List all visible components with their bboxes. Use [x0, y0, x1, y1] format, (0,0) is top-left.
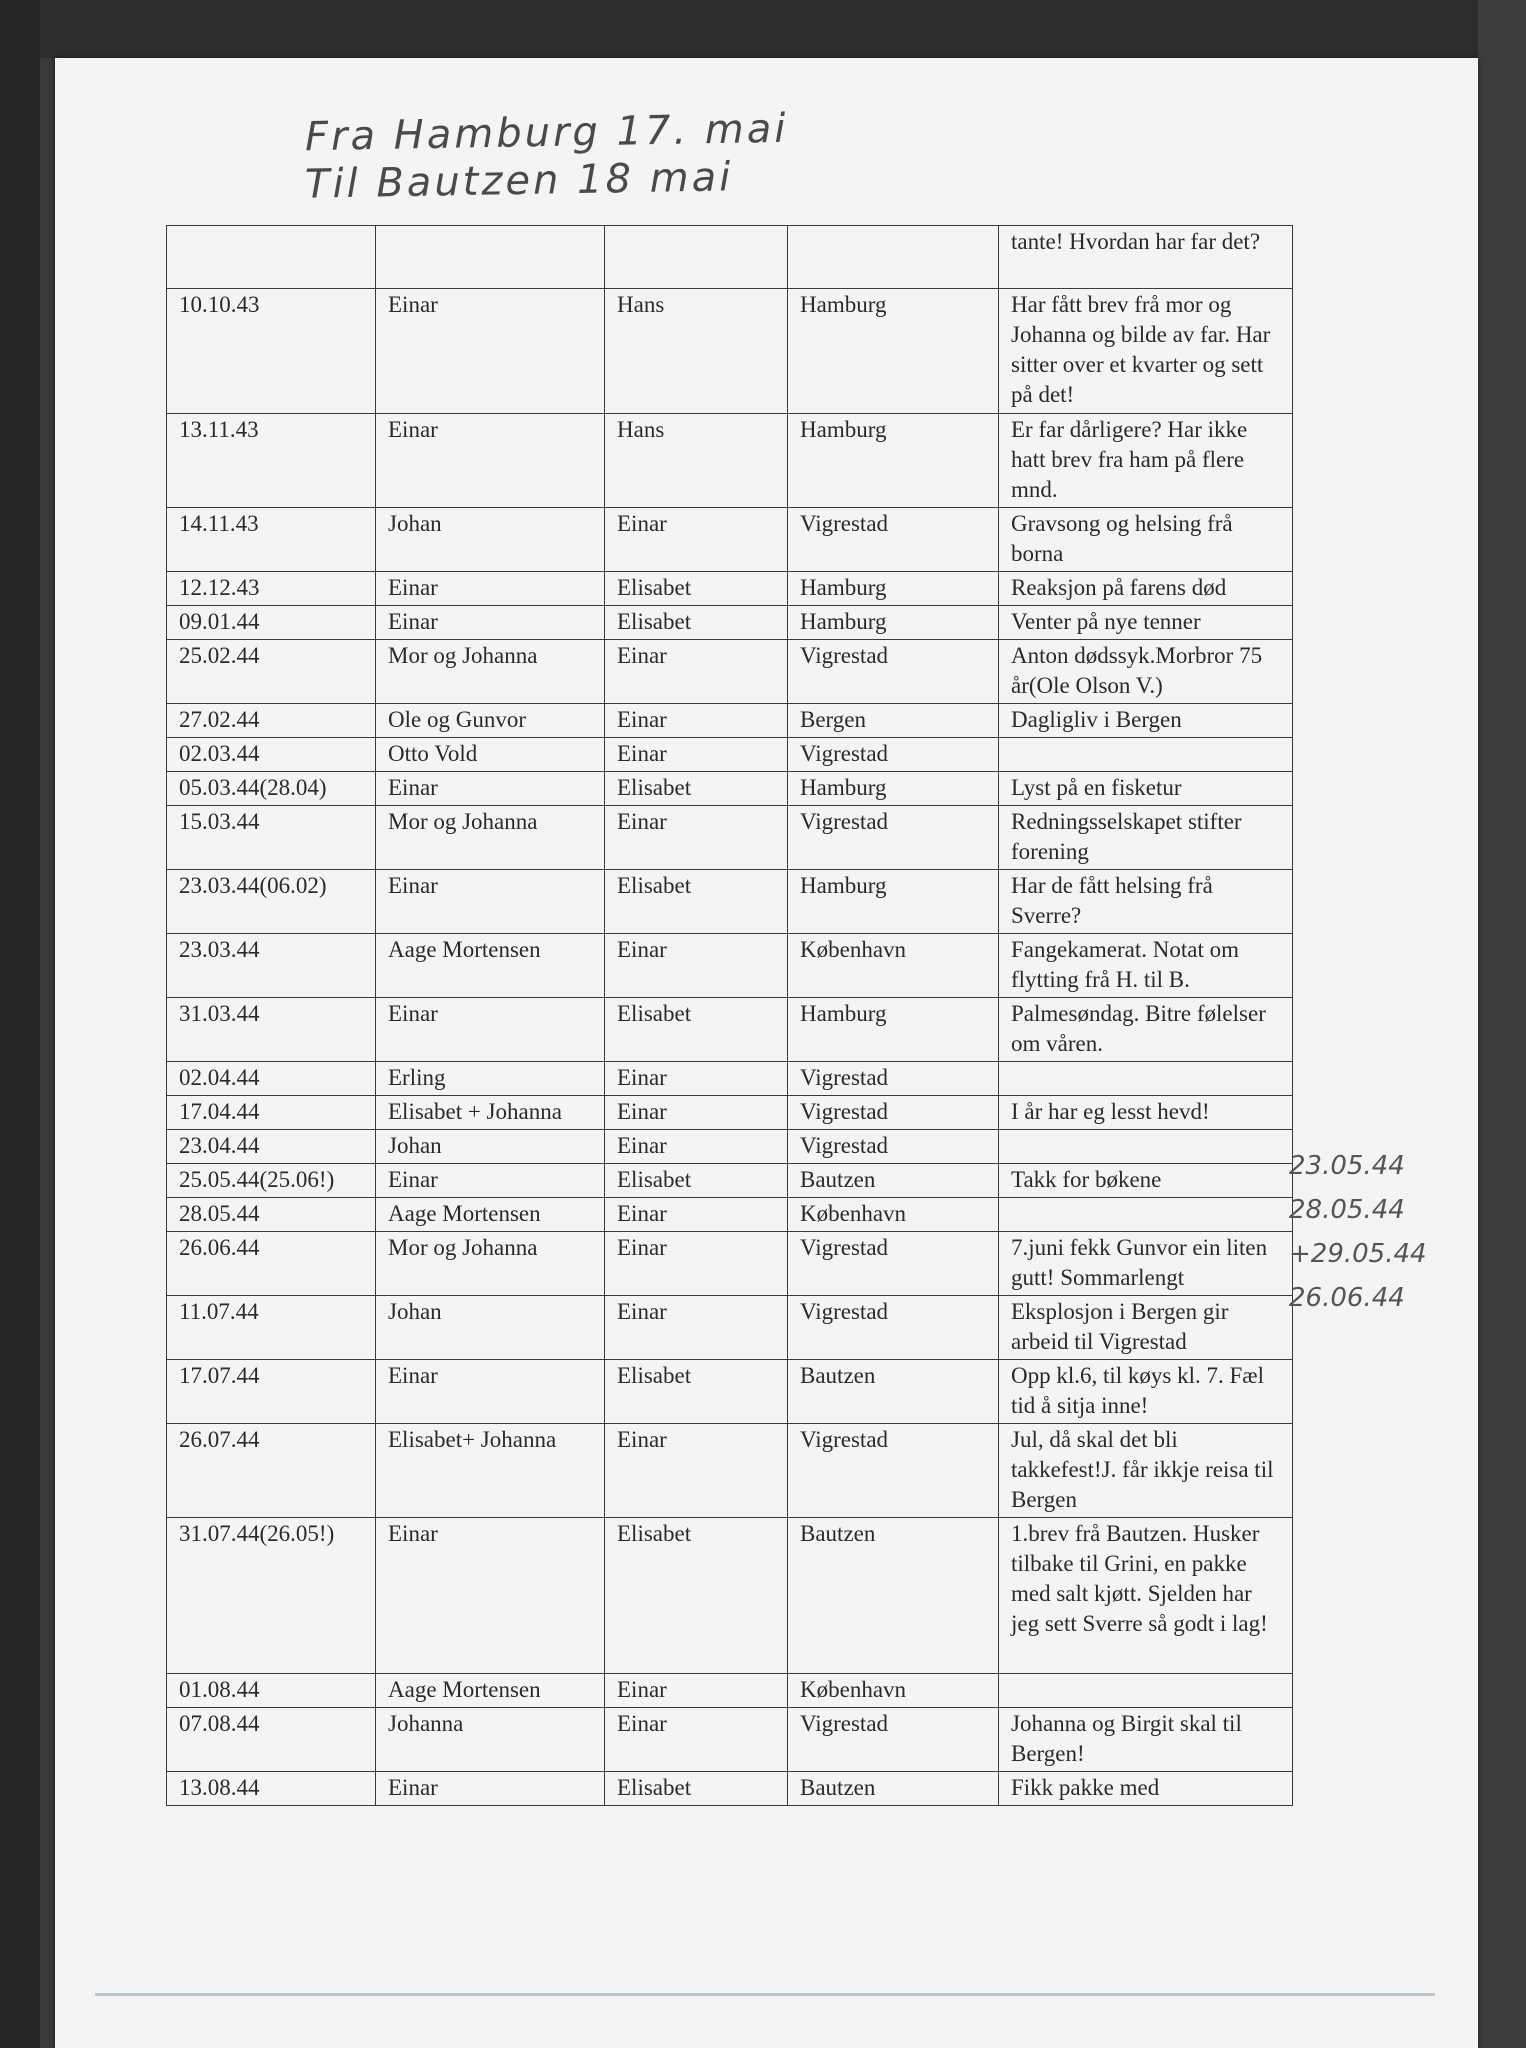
- recipient-cell: Einar: [605, 1424, 788, 1518]
- content-cell: [999, 1130, 1293, 1164]
- place-cell: Bautzen: [788, 1164, 999, 1198]
- place-cell: Vigrestad: [788, 738, 999, 772]
- recipient-cell: Elisabet: [605, 998, 788, 1062]
- sender-cell: Einar: [376, 572, 605, 606]
- place-cell: Bergen: [788, 704, 999, 738]
- date-cell: 28.05.44: [167, 1198, 376, 1232]
- recipient-cell: Elisabet: [605, 1518, 788, 1674]
- place-cell: Hamburg: [788, 870, 999, 934]
- date-cell: 05.03.44(28.04): [167, 772, 376, 806]
- scan-right-border: [1478, 0, 1526, 2048]
- recipient-cell: Hans: [605, 289, 788, 414]
- letters-table-body: [167, 226, 1293, 1806]
- place-cell: Hamburg: [788, 772, 999, 806]
- table-row: [167, 1164, 1293, 1198]
- place-cell: Hamburg: [788, 572, 999, 606]
- recipient-cell: Elisabet: [605, 870, 788, 934]
- date-cell: 31.07.44(26.05!): [167, 1518, 376, 1674]
- sender-cell: Johan: [376, 1296, 605, 1360]
- content-cell: Takk for bøkene: [999, 1164, 1293, 1198]
- date-cell: 10.10.43: [167, 289, 376, 414]
- sender-cell: Johan: [376, 508, 605, 572]
- recipient-cell: Elisabet: [605, 572, 788, 606]
- sender-cell: Mor og Johanna: [376, 640, 605, 704]
- sender-cell: [376, 226, 605, 289]
- date-cell: 09.01.44: [167, 606, 376, 640]
- table-row: [167, 572, 1293, 606]
- date-cell: [167, 226, 376, 289]
- place-cell: Hamburg: [788, 414, 999, 508]
- content-cell: Redningsselskapet stifter forening: [999, 806, 1293, 870]
- right-margin-date: 28.05.44: [1289, 1195, 1405, 1225]
- date-cell: 17.04.44: [167, 1096, 376, 1130]
- table-row: [167, 870, 1293, 934]
- table-row: [167, 414, 1293, 508]
- recipient-cell: Einar: [605, 934, 788, 998]
- table-row: [167, 1296, 1293, 1360]
- table-row: [167, 1232, 1293, 1296]
- handwritten-header-line1: Fra Hamburg 17. mai: [304, 105, 789, 161]
- recipient-cell: Einar: [605, 508, 788, 572]
- content-cell: tante! Hvordan har far det?: [999, 226, 1293, 289]
- date-cell: 15.03.44: [167, 806, 376, 870]
- letters-table: [166, 225, 1293, 1806]
- scan-top-border: [0, 0, 1526, 58]
- place-cell: Bautzen: [788, 1772, 999, 1806]
- content-cell: Johanna og Birgit skal til Bergen!: [999, 1708, 1293, 1772]
- sender-cell: Einar: [376, 870, 605, 934]
- table-row: [167, 738, 1293, 772]
- sender-cell: Aage Mortensen: [376, 1198, 605, 1232]
- recipient-cell: Einar: [605, 1708, 788, 1772]
- recipient-cell: Einar: [605, 1096, 788, 1130]
- place-cell: Bautzen: [788, 1518, 999, 1674]
- date-cell: 23.03.44(06.02): [167, 870, 376, 934]
- content-cell: Eksplosjon i Bergen gir arbeid til Vigrestad: [999, 1296, 1293, 1360]
- place-cell: Vigrestad: [788, 1130, 999, 1164]
- sender-cell: Johanna: [376, 1708, 605, 1772]
- sender-cell: Einar: [376, 1518, 605, 1674]
- place-cell: Vigrestad: [788, 806, 999, 870]
- sender-cell: Einar: [376, 414, 605, 508]
- sender-cell: Otto Vold: [376, 738, 605, 772]
- right-margin-date: 26.06.44: [1289, 1283, 1405, 1313]
- content-cell: Har de fått helsing frå Sverre?: [999, 870, 1293, 934]
- recipient-cell: Elisabet: [605, 606, 788, 640]
- place-cell: Hamburg: [788, 998, 999, 1062]
- sender-cell: Erling: [376, 1062, 605, 1096]
- table-row: [167, 704, 1293, 738]
- sender-cell: Aage Mortensen: [376, 934, 605, 998]
- sender-cell: Mor og Johanna: [376, 1232, 605, 1296]
- content-cell: Fikk pakke med: [999, 1772, 1293, 1806]
- recipient-cell: Elisabet: [605, 1772, 788, 1806]
- recipient-cell: Elisabet: [605, 772, 788, 806]
- date-cell: 27.02.44: [167, 704, 376, 738]
- recipient-cell: Einar: [605, 806, 788, 870]
- sender-cell: Einar: [376, 772, 605, 806]
- recipient-cell: Einar: [605, 640, 788, 704]
- content-cell: Gravsong og helsing frå borna: [999, 508, 1293, 572]
- table-row: [167, 998, 1293, 1062]
- date-cell: 23.03.44: [167, 934, 376, 998]
- place-cell: Vigrestad: [788, 508, 999, 572]
- recipient-cell: Einar: [605, 1130, 788, 1164]
- date-cell: 02.03.44: [167, 738, 376, 772]
- sender-cell: Elisabet + Johanna: [376, 1096, 605, 1130]
- content-cell: [999, 1674, 1293, 1708]
- recipient-cell: Einar: [605, 1674, 788, 1708]
- date-cell: 26.07.44: [167, 1424, 376, 1518]
- content-cell: 7.juni fekk Gunvor ein liten gutt! Sommarlengt: [999, 1232, 1293, 1296]
- right-margin-date: 23.05.44: [1289, 1151, 1405, 1181]
- date-cell: 23.04.44: [167, 1130, 376, 1164]
- table-row: [167, 226, 1293, 289]
- right-margin-date: +29.05.44: [1289, 1239, 1427, 1269]
- recipient-cell: Einar: [605, 1198, 788, 1232]
- table-row: [167, 606, 1293, 640]
- place-cell: Bautzen: [788, 1360, 999, 1424]
- content-cell: Lyst på en fisketur: [999, 772, 1293, 806]
- date-cell: 31.03.44: [167, 998, 376, 1062]
- sender-cell: Einar: [376, 1360, 605, 1424]
- table-row: [167, 1198, 1293, 1232]
- content-cell: [999, 738, 1293, 772]
- recipient-cell: Einar: [605, 1062, 788, 1096]
- content-cell: Venter på nye tenner: [999, 606, 1293, 640]
- date-cell: 02.04.44: [167, 1062, 376, 1096]
- content-cell: 1.brev frå Bautzen. Husker tilbake til Grini, en pakke med salt kjøtt. Sjelden har jeg sett Sverre så godt i lag!: [999, 1518, 1293, 1674]
- sender-cell: Einar: [376, 1772, 605, 1806]
- content-cell: Jul, då skal det bli takkefest!J. får ikkje reisa til Bergen: [999, 1424, 1293, 1518]
- place-cell: [788, 226, 999, 289]
- sender-cell: Ole og Gunvor: [376, 704, 605, 738]
- table-row: [167, 772, 1293, 806]
- place-cell: Vigrestad: [788, 1708, 999, 1772]
- content-cell: I år har eg lesst hevd!: [999, 1096, 1293, 1130]
- place-cell: Hamburg: [788, 289, 999, 414]
- content-cell: Har fått brev frå mor og Johanna og bilde av far. Har sitter over et kvarter og sett på det!: [999, 289, 1293, 414]
- recipient-cell: Einar: [605, 1232, 788, 1296]
- place-cell: Vigrestad: [788, 1232, 999, 1296]
- content-cell: [999, 1062, 1293, 1096]
- date-cell: 13.11.43: [167, 414, 376, 508]
- date-cell: 26.06.44: [167, 1232, 376, 1296]
- table-row: [167, 1518, 1293, 1674]
- sender-cell: Einar: [376, 289, 605, 414]
- date-cell: 11.07.44: [167, 1296, 376, 1360]
- date-cell: 07.08.44: [167, 1708, 376, 1772]
- sender-cell: Elisabet+ Johanna: [376, 1424, 605, 1518]
- place-cell: Vigrestad: [788, 1062, 999, 1096]
- scan-left-border: [0, 0, 40, 2048]
- table-row: [167, 934, 1293, 998]
- recipient-cell: Elisabet: [605, 1360, 788, 1424]
- date-cell: 14.11.43: [167, 508, 376, 572]
- right-margin-dates: [1289, 1144, 1427, 1320]
- place-cell: Vigrestad: [788, 1296, 999, 1360]
- content-cell: Anton dødssyk.Morbror 75 år(Ole Olson V.): [999, 640, 1293, 704]
- content-cell: Dagligliv i Bergen: [999, 704, 1293, 738]
- document-page: [55, 58, 1478, 2048]
- table-row: [167, 806, 1293, 870]
- table-row: [167, 1130, 1293, 1164]
- table-row: [167, 1674, 1293, 1708]
- place-cell: Hamburg: [788, 606, 999, 640]
- content-cell: [999, 1198, 1293, 1232]
- recipient-cell: Einar: [605, 738, 788, 772]
- sender-cell: Mor og Johanna: [376, 806, 605, 870]
- recipient-cell: Einar: [605, 704, 788, 738]
- recipient-cell: Elisabet: [605, 1164, 788, 1198]
- place-cell: Vigrestad: [788, 640, 999, 704]
- sender-cell: Einar: [376, 1164, 605, 1198]
- date-cell: 25.02.44: [167, 640, 376, 704]
- content-cell: Opp kl.6, til køys kl. 7. Fæl tid å sitja inne!: [999, 1360, 1293, 1424]
- place-cell: København: [788, 934, 999, 998]
- date-cell: 25.05.44(25.06!): [167, 1164, 376, 1198]
- place-cell: Vigrestad: [788, 1096, 999, 1130]
- place-cell: Vigrestad: [788, 1424, 999, 1518]
- content-cell: Reaksjon på farens død: [999, 572, 1293, 606]
- recipient-cell: Einar: [605, 1296, 788, 1360]
- bottom-rule: [95, 1993, 1435, 1996]
- date-cell: 13.08.44: [167, 1772, 376, 1806]
- table-row: [167, 289, 1293, 414]
- date-cell: 17.07.44: [167, 1360, 376, 1424]
- table-row: [167, 1772, 1293, 1806]
- handwritten-header-line2: Til Bautzen 18 mai: [304, 154, 734, 208]
- content-cell: Er far dårligere? Har ikke hatt brev fra ham på flere mnd.: [999, 414, 1293, 508]
- sender-cell: Aage Mortensen: [376, 1674, 605, 1708]
- table-row: [167, 1360, 1293, 1424]
- recipient-cell: [605, 226, 788, 289]
- place-cell: København: [788, 1198, 999, 1232]
- table-row: [167, 1708, 1293, 1772]
- table-row: [167, 1062, 1293, 1096]
- content-cell: Palmesøndag. Bitre følelser om våren.: [999, 998, 1293, 1062]
- table-row: [167, 508, 1293, 572]
- content-cell: Fangekamerat. Notat om flytting frå H. til B.: [999, 934, 1293, 998]
- sender-cell: Einar: [376, 998, 605, 1062]
- recipient-cell: Hans: [605, 414, 788, 508]
- table-row: [167, 1096, 1293, 1130]
- table-row: [167, 640, 1293, 704]
- table-row: [167, 1424, 1293, 1518]
- place-cell: København: [788, 1674, 999, 1708]
- sender-cell: Johan: [376, 1130, 605, 1164]
- sender-cell: Einar: [376, 606, 605, 640]
- date-cell: 01.08.44: [167, 1674, 376, 1708]
- date-cell: 12.12.43: [167, 572, 376, 606]
